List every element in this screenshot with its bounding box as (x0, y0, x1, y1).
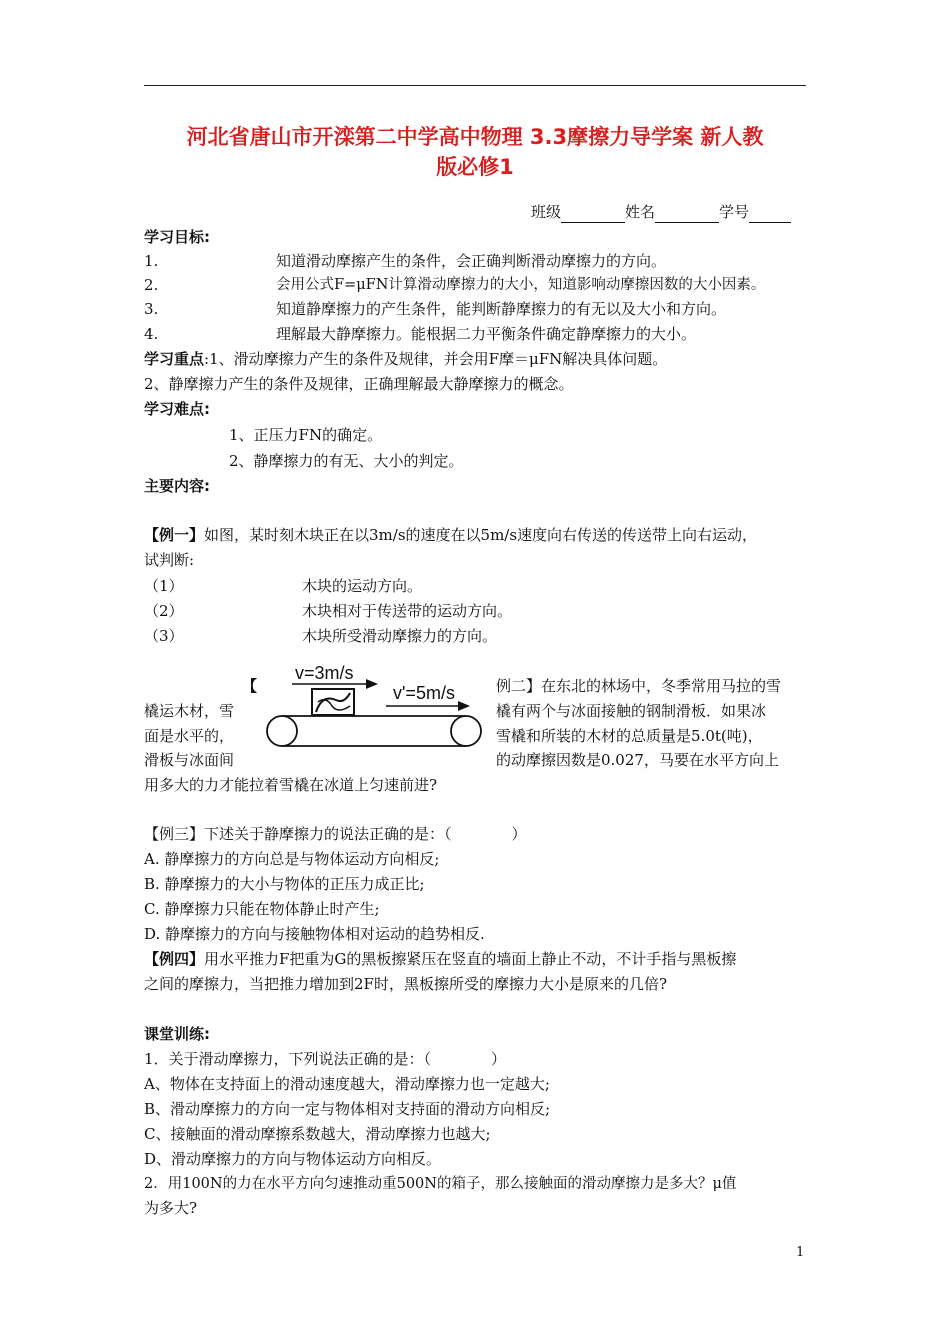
objective-2-num: 2. (144, 276, 159, 294)
practice-heading: 课堂训练: (144, 1025, 210, 1043)
example2-right1: 例二】在东北的林场中，冬季常用马拉的雪 (496, 677, 782, 695)
main-content-heading: 主要内容: (144, 477, 210, 495)
objective-4-num: 4. (144, 325, 159, 343)
example2-bracket: 【 (242, 677, 258, 695)
example2-right2: 橇有两个与冰面接触的钢制滑板．如果冰 (496, 702, 767, 720)
example1-item1-num: （1） (144, 577, 184, 595)
example2-right3: 雪橇和所装的木材的总质量是5.0t(吨)， (496, 727, 763, 745)
difficulty-2: 2、静摩擦力的有无、大小的判定。 (229, 452, 464, 470)
objective-3-num: 3. (144, 300, 159, 318)
example2-left2: 橇运木材，雪 (144, 702, 235, 720)
key-points-line2: 2、静摩擦力产生的条件及规律，正确理解最大静摩擦力的概念。 (144, 375, 574, 393)
right-roller (451, 716, 481, 746)
objective-2-text: 会用公式F=μFN计算滑动摩擦力的大小，知道影响动摩擦因数的大小因素。 (276, 277, 766, 293)
example1-line2: 试判断: (144, 551, 195, 569)
class-label: 班级 (531, 203, 562, 221)
example2-left3: 面是水平的， (144, 727, 235, 745)
objective-1-num: 1. (144, 252, 159, 270)
practice-q1-option-d: D、滑动摩擦力的方向与物体运动方向相反。 (144, 1150, 442, 1168)
class-blank[interactable] (561, 206, 625, 223)
example3-option-b: B. 静摩擦力的大小与物体的正压力成正比; (144, 875, 425, 893)
example1-item2-num: （2） (144, 602, 184, 620)
objective-4-text: 理解最大静摩擦力。能根据二力平衡条件确定静摩擦力的大小。 (276, 325, 697, 343)
id-blank[interactable] (749, 206, 791, 223)
objective-1-text: 知道滑动摩擦产生的条件，会正确判断滑动摩擦力的方向。 (276, 252, 667, 270)
key-points-line1 (144, 348, 667, 370)
practice-q1: 1．关于滑动摩擦力，下列说法正确的是：（ ） (144, 1050, 507, 1068)
objective-3-text: 知道静摩擦力的产生条件，能判断静摩擦力的有无以及大小和方向。 (276, 300, 727, 318)
key-points-heading: 学习重点 (144, 350, 205, 368)
example1-item3-text: 木块所受滑动摩擦力的方向。 (302, 627, 498, 645)
block-velocity-arrowhead (366, 679, 378, 689)
practice-q2-line2: 为多大? (144, 1199, 198, 1217)
example4-label: 【例四】 (144, 950, 205, 968)
example1-item1-text: 木块的运动方向。 (302, 577, 423, 595)
practice-q1-option-a: A、物体在支持面上的滑动速度越大，滑动摩擦力也一定越大; (144, 1075, 550, 1093)
belt-velocity-label: v'=5m/s (393, 683, 455, 703)
block-velocity-label: v=3m/s (295, 663, 354, 683)
practice-q1-option-c: C、接触面的滑动摩擦系数越大，滑动摩擦力也越大; (144, 1125, 491, 1143)
example2-right4: 的动摩擦因数是0.027，马要在水平方向上 (496, 751, 779, 769)
example3-option-a: A. 静摩擦力的方向总是与物体运动方向相反; (144, 850, 440, 868)
header-rule (144, 85, 806, 86)
example3-question: 【例三】下述关于静摩擦力的说法正确的是：（ ） (144, 825, 527, 843)
id-label: 学号 (719, 203, 750, 221)
example2-line5: 用多大的力才能拉着雪橇在冰道上匀速前进? (144, 776, 438, 794)
practice-q2-line1: 2．用100N的力在水平方向匀速推动重500N的箱子，那么接触面的滑动摩擦力是多大？μ值 (144, 1176, 737, 1192)
name-label: 姓名 (625, 203, 656, 221)
example4-line1 (144, 948, 736, 970)
document-title-line1: 河北省唐山市开滦第二中学高中物理 3.3摩擦力导学案 新人教 (186, 125, 764, 149)
example1-text: 如图，某时刻木块正在以3m/s的速度在以5m/s速度向右传送的传送带上向右运动， (204, 526, 758, 544)
belt-velocity-arrowhead (458, 701, 470, 711)
example2-left4: 滑板与冰面间 (144, 751, 235, 769)
difficulty-1: 1、正压力FN的确定。 (229, 426, 383, 444)
document-title-line2: 版必修1 (436, 155, 514, 179)
example1-item3-num: （3） (144, 627, 184, 645)
practice-q1-option-b: B、滑动摩擦力的方向一定与物体相对支持面的滑动方向相反; (144, 1100, 551, 1118)
key-points-text1: :1、滑动摩擦力产生的条件及规律，并会用F摩＝μFN解决具体问题。 (204, 350, 668, 368)
example1-label: 【例一】 (144, 526, 205, 544)
page-number: 1 (796, 1245, 805, 1260)
left-roller (267, 716, 297, 746)
example4-text: 用水平推力F把重为G的黑板擦紧压在竖直的墙面上静止不动，不计手指与黑板擦 (204, 950, 737, 968)
objectives-heading: 学习目标: (144, 228, 210, 246)
example3-option-d: D. 静摩擦力的方向与接触物体相对运动的趋势相反. (144, 925, 485, 943)
example1-line1 (144, 524, 757, 546)
example4-line2: 之间的摩擦力，当把推力增加到2F时，黑板擦所受的摩擦力大小是原来的几倍? (144, 975, 667, 993)
difficulties-heading: 学习难点: (144, 400, 210, 418)
name-blank[interactable] (655, 206, 719, 223)
wooden-block (312, 689, 354, 715)
conveyor-belt-diagram (252, 660, 488, 760)
example1-item2-text: 木块相对于传送带的运动方向。 (302, 602, 513, 620)
example3-option-c: C. 静摩擦力只能在物体静止时产生; (144, 900, 380, 918)
student-info (531, 201, 791, 223)
